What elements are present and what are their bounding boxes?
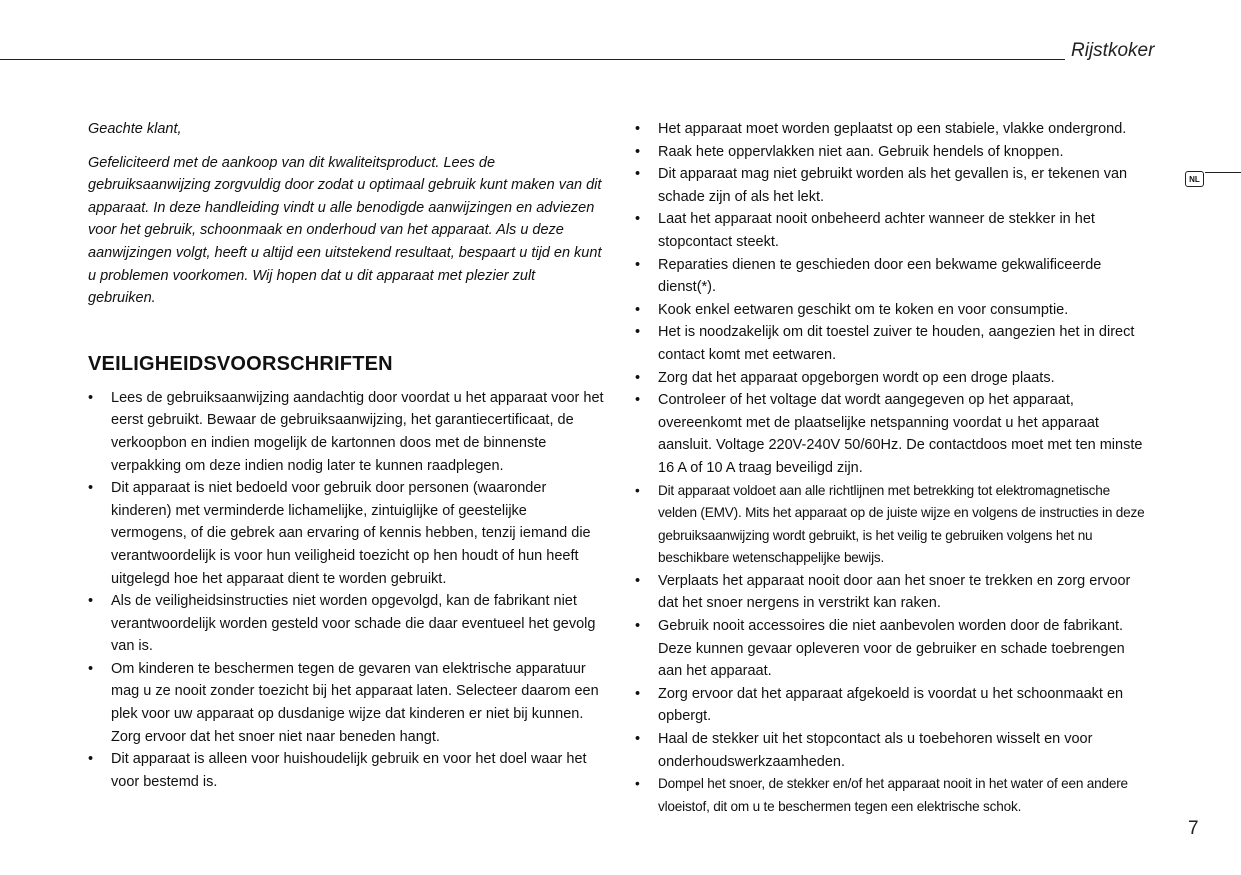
list-item: • Dit apparaat mag niet gebruikt worden als het gevallen is, er tekenen van schade zijn of als het lekt. xyxy=(635,163,1149,208)
right-column xyxy=(635,118,1149,818)
list-item: • Haal de stekker uit het stopcontact als u toebehoren wisselt en voor onderhoudswerkzaamheden. xyxy=(635,728,1149,773)
left-column xyxy=(88,118,606,793)
list-item: • Kook enkel eetwaren geschikt om te koken en voor consumptie. xyxy=(635,299,1149,322)
language-tab-rule xyxy=(1205,172,1241,173)
list-item: • Dit apparaat voldoet aan alle richtlijnen met betrekking tot elektromagnetische velden (EMV). Mits het apparaat op de juiste wijze en volgens de instructies in deze gebruiksaanwijzing wordt gebruikt, is het veilig te gebruiken volgens het nu beschikbare wetenschappelijke bewijs. xyxy=(635,480,1149,570)
intro-greeting: Geachte klant, xyxy=(88,121,182,137)
list-item: • Dit apparaat is alleen voor huishoudelijk gebruik en voor het doel waar het voor bestemd is. xyxy=(88,748,606,793)
list-item: • Zorg ervoor dat het apparaat afgekoeld is voordat u het schoonmaakt en opbergt. xyxy=(635,683,1149,728)
language-tab: NL xyxy=(1185,171,1204,187)
list-item: • Om kinderen te beschermen tegen de gevaren van elektrische apparatuur mag u ze nooit zonder toezicht bij het apparaat laten. Selecteer daarom een plek voor uw apparaat op dusdanige wijze dat kinderen er niet bij kunnen. Zorg ervoor dat het snoer niet naar beneden hangt. xyxy=(88,658,606,748)
safety-list-right xyxy=(635,118,1149,818)
page-number: 7 xyxy=(1188,818,1199,839)
list-item: • Zorg dat het apparaat opgeborgen wordt op een droge plaats. xyxy=(635,367,1149,390)
list-item: • Lees de gebruiksaanwijzing aandachtig door voordat u het apparaat voor het eerst gebruikt. Bewaar de gebruiksaanwijzing, het garantiecertificaat, de verkoopbon en indien mogelijk de kartonnen doos met de binnenste verpakking om deze indien nodig later te kunnen raadplegen. xyxy=(88,387,606,477)
list-item: • Het apparaat moet worden geplaatst op een stabiele, vlakke ondergrond. xyxy=(635,118,1149,141)
header-title: Rijstkoker xyxy=(1071,40,1155,61)
list-item: • Raak hete oppervlakken niet aan. Gebruik hendels of knoppen. xyxy=(635,141,1149,164)
list-item: • Gebruik nooit accessoires die niet aanbevolen worden door de fabrikant. Deze kunnen gevaar opleveren voor de gebruiker en schade toebrengen aan het apparaat. xyxy=(635,615,1149,683)
list-item: • Verplaats het apparaat nooit door aan het snoer te trekken en zorg ervoor dat het snoer nergens in verstrikt kan raken. xyxy=(635,570,1149,615)
list-item: • Reparaties dienen te geschieden door een bekwame gekwalificeerde dienst(*). xyxy=(635,254,1149,299)
header-rule xyxy=(0,59,1065,60)
list-item: • Laat het apparaat nooit onbeheerd achter wanneer de stekker in het stopcontact steekt. xyxy=(635,208,1149,253)
list-item: • Dompel het snoer, de stekker en/of het apparaat nooit in het water of een andere vloeistof, dit om u te beschermen tegen een elektrische schok. xyxy=(635,773,1149,818)
list-item: • Dit apparaat is niet bedoeld voor gebruik door personen (waaronder kinderen) met verminderde lichamelijke, zintuiglijke of geestelijke vermogens, of die gebrek aan ervaring of kennis hebben, tenzij iemand die verantwoordelijk is voor hun veiligheid toezicht op hen houdt of hun heeft uitgelegd hoe het apparaat dient te worden gebruikt. xyxy=(88,477,606,590)
list-item: • Het is noodzakelijk om dit toestel zuiver te houden, aangezien het in direct contact komt met eetwaren. xyxy=(635,321,1149,366)
section-title: VEILIGHEIDSVOORSCHRIFTEN xyxy=(88,352,393,375)
safety-list-left xyxy=(88,387,606,794)
intro-body: Gefeliciteerd met de aankoop van dit kwaliteitsproduct. Lees de gebruiksaanwijzing zorgvuldig door zodat u optimaal gebruik kunt maken van dit apparaat. In deze handleiding vindt u alle benodigde aanwijzingen en adviezen voor het gebruik, schoonmaak en onderhoud van het apparaat. Als u deze aanwijzingen volgt, heeft u altijd een uitstekend resultaat, bespaart u tijd en kunt u problemen voorkomen. Wij hopen dat u dit apparaat met plezier zult gebruiken. xyxy=(88,154,602,307)
list-item: • Als de veiligheidsinstructies niet worden opgevolgd, kan de fabrikant niet verantwoordelijk worden gesteld voor schade die daar eventueel het gevolg van is. xyxy=(88,590,606,658)
list-item: • Controleer of het voltage dat wordt aangegeven op het apparaat, overeenkomt met de plaatselijke netspanning voordat u het apparaat aansluit. Voltage 220V-240V 50/60Hz. De contactdoos moet met ten minste 16 A of 10 A traag beveiligd zijn. xyxy=(635,389,1149,479)
